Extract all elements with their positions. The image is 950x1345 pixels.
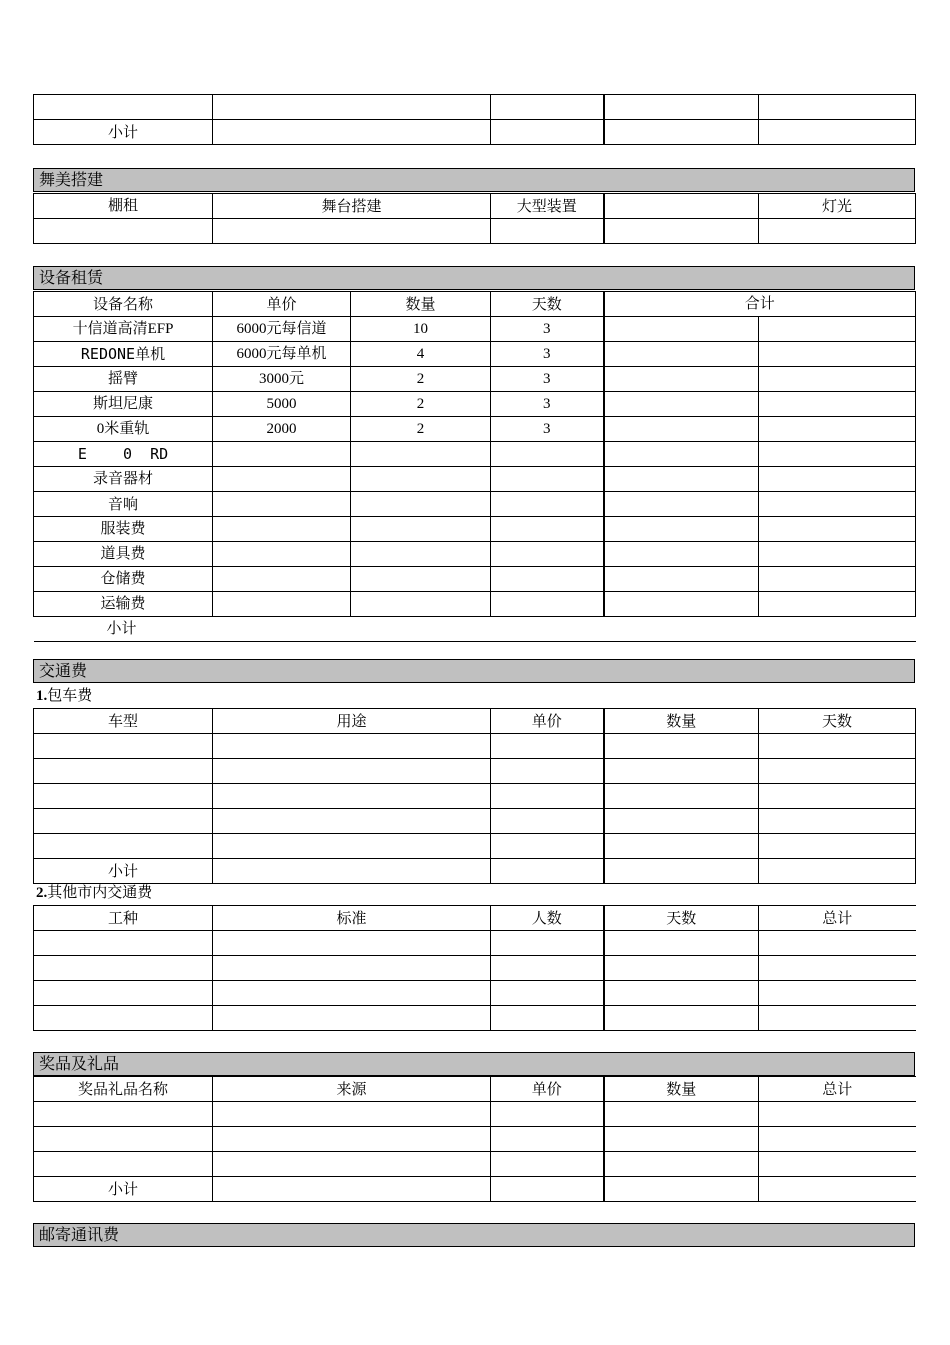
table-row — [34, 219, 916, 244]
table-row: 斯坦尼康 5000 2 3 — [34, 392, 916, 417]
equipment-table — [33, 291, 916, 642]
subtotal-row — [34, 1177, 916, 1202]
header-row: 奖品礼品名称 来源 单价 数量 总计 — [34, 1077, 916, 1102]
table-row: 录音器材 — [34, 467, 916, 492]
table-row: 服装费 — [34, 517, 916, 542]
subtotal-row — [34, 120, 916, 145]
subtotal-row — [34, 617, 916, 642]
table-row: E 0 RD — [34, 442, 916, 467]
section-stage-title: 舞美搭建 — [33, 168, 915, 192]
header-cell: 数量 — [351, 292, 491, 317]
table-row: 0米重轨 2000 2 3 — [34, 417, 916, 442]
header-cell: 合计 — [604, 292, 916, 317]
table-row — [34, 734, 916, 759]
subtotal-row — [34, 859, 916, 884]
table-row — [34, 956, 916, 981]
other-transport-table — [33, 905, 916, 1031]
header-cell — [604, 194, 759, 219]
section-transport-title: 交通费 — [33, 659, 915, 683]
table-row — [34, 1006, 916, 1031]
header-cell: 舞台搭建 — [213, 194, 491, 219]
other-transport-label: 2.其他市内交通费 — [36, 883, 153, 901]
section-prizes-title: 奖品及礼品 — [33, 1052, 915, 1076]
header-cell: 棚租 — [34, 194, 213, 219]
table-row: 十信道高清EFP 6000元每信道 10 3 — [34, 317, 916, 342]
section-postal-title: 邮寄通讯费 — [33, 1223, 915, 1247]
header-row: 车型 用途 单价 数量 天数 — [34, 709, 916, 734]
table-row: 运输费 — [34, 592, 916, 617]
subtotal-label: 小计 — [34, 1177, 213, 1202]
header-cell: 单价 — [213, 292, 351, 317]
subtotal-label: 小计 — [34, 859, 213, 884]
table-row — [34, 834, 916, 859]
header-row: 工种 标准 人数 天数 总计 — [34, 906, 916, 931]
header-cell: 大型装置 — [491, 194, 604, 219]
charter-label: 1.包车费 — [36, 686, 93, 704]
subtotal-label: 小计 — [34, 120, 213, 145]
section-equipment-title: 设备租赁 — [33, 266, 915, 290]
table-row — [34, 809, 916, 834]
top-table — [33, 94, 916, 145]
table-row: 音响 — [34, 492, 916, 517]
header-row — [34, 292, 916, 317]
table-row: 摇臂 3000元 2 3 — [34, 367, 916, 392]
table-row — [34, 95, 916, 120]
header-row — [34, 194, 916, 219]
header-cell: 灯光 — [759, 194, 916, 219]
header-cell: 设备名称 — [34, 292, 213, 317]
subtotal-label: 小计 — [34, 617, 916, 642]
table-row — [34, 981, 916, 1006]
table-row: 道具费 — [34, 542, 916, 567]
charter-table — [33, 708, 916, 884]
table-row — [34, 784, 916, 809]
stage-table — [33, 193, 916, 244]
table-row: 仓储费 — [34, 567, 916, 592]
prizes-table — [33, 1076, 916, 1202]
table-row — [34, 1152, 916, 1177]
table-row — [34, 1102, 916, 1127]
table-row — [34, 931, 916, 956]
table-row: REDONE单机 6000元每单机 4 3 — [34, 342, 916, 367]
table-row — [34, 1127, 916, 1152]
header-cell: 天数 — [491, 292, 604, 317]
table-row — [34, 759, 916, 784]
